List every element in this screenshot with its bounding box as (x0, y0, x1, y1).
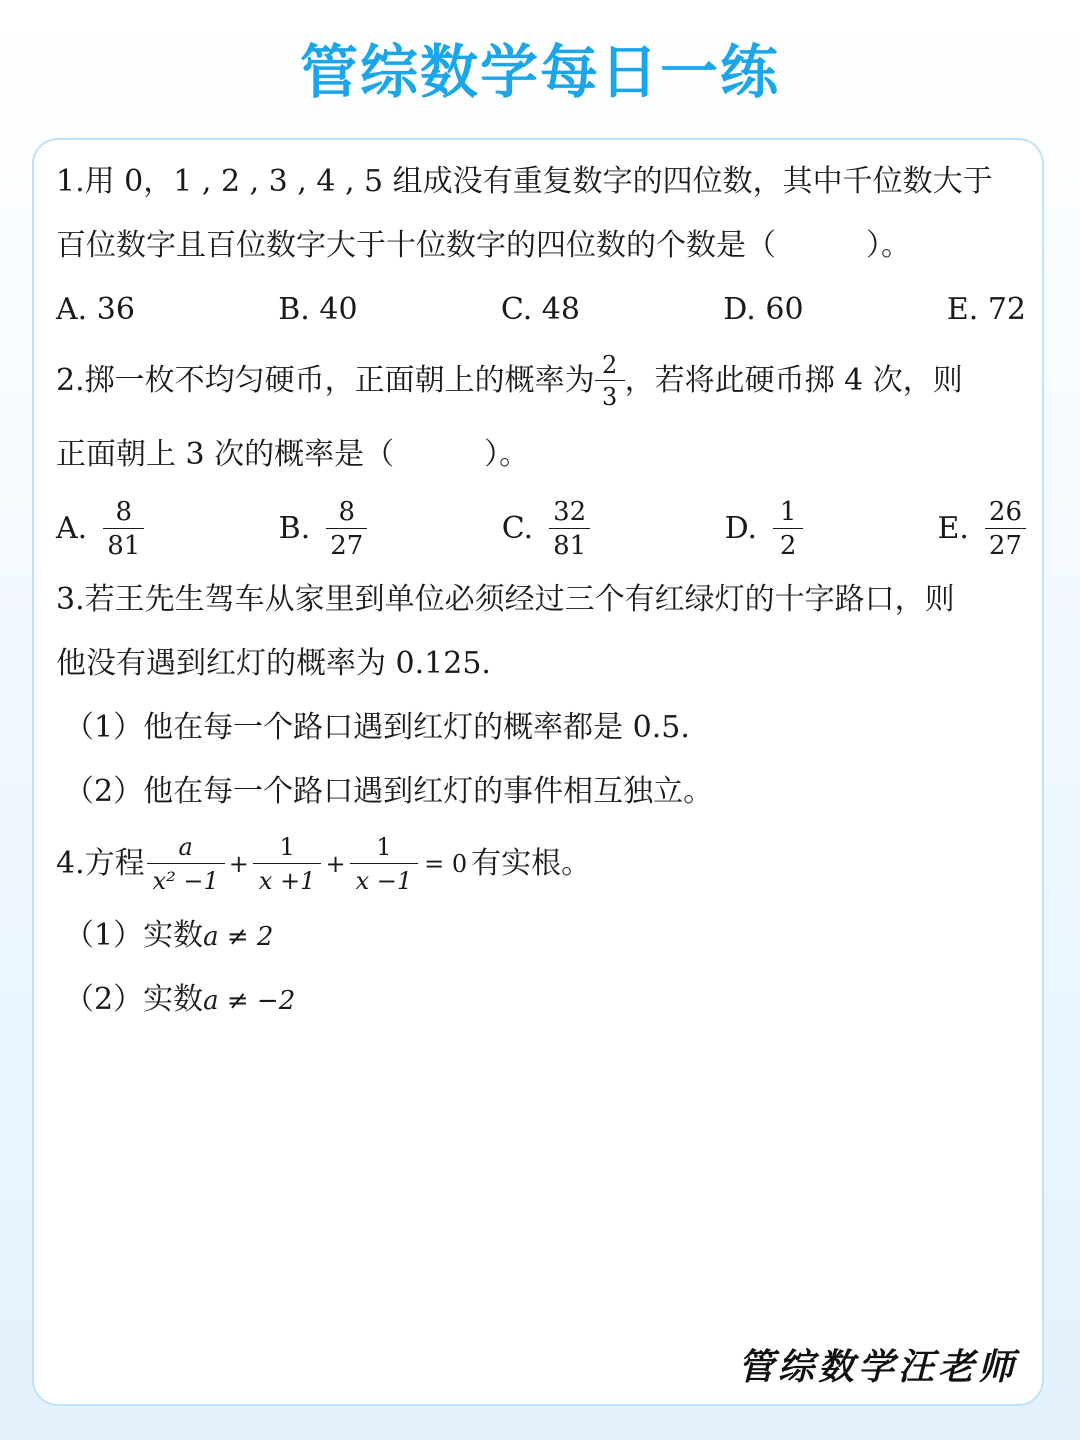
q1-line-1: 1.用 0，1 , 2 , 3 , 4 , 5 组成没有重复数字的四位数，其中千位数大于 (56, 164, 993, 199)
option-fraction (326, 499, 367, 559)
q3-condition-1: （1）他在每一个路口遇到红灯的概率都是 0.5. (64, 710, 690, 745)
q1-option-a: A. 36 (56, 292, 135, 327)
q4-condition-2 (56, 968, 1026, 1032)
fraction-numerator: 1 (376, 833, 392, 861)
q1-option-c: C. 48 (500, 292, 580, 327)
q2-option-d (725, 490, 804, 568)
option-fraction (773, 499, 803, 559)
fraction-numerator: 32 (553, 497, 587, 527)
q4-fraction-1 (147, 835, 225, 893)
fraction-denominator: x +1 (253, 863, 322, 893)
q1-options (56, 278, 1026, 342)
q4-equation-line (56, 824, 1026, 904)
q3-line-1: 3.若王先生驾车从家里到单位必须经过三个有红绿灯的十字路口，则 (56, 582, 955, 617)
fraction-numerator: 26 (988, 497, 1022, 527)
fraction-denominator: 27 (985, 528, 1026, 559)
q4-condition-1-math: a ≠ 2 (203, 922, 274, 952)
fraction-denominator: 27 (326, 528, 367, 559)
q1-option-d: D. 60 (723, 292, 804, 327)
q2-line-2: 正面朝上 3 次的概率是（ ）。 (56, 437, 530, 472)
q4-condition-2-math: a ≠ −2 (203, 986, 296, 1016)
plus-sign: + (228, 850, 249, 878)
fraction-denominator: 81 (103, 528, 144, 559)
q4-condition-1 (56, 904, 1026, 968)
question-card (32, 138, 1044, 1406)
option-fraction (103, 499, 144, 559)
fraction-numerator: a (178, 833, 193, 861)
option-fraction (985, 499, 1026, 559)
fraction-numerator: 1 (279, 833, 295, 861)
q1-option-b: B. 40 (278, 292, 358, 327)
fraction-denominator: 81 (549, 528, 590, 559)
question-content (56, 150, 1026, 1032)
q4-suffix: 有实根。 (471, 846, 592, 881)
q1-line-2: 百位数字且百位数字大于十位数字的四位数的个数是（ ）。 (56, 228, 911, 263)
q2-option-c (502, 490, 591, 568)
q2-options (56, 490, 1026, 568)
fraction-numerator: 8 (338, 497, 356, 527)
fraction-numerator: 1 (779, 497, 797, 527)
fraction-numerator: 2 (601, 351, 618, 379)
option-letter: D. (724, 511, 758, 546)
fraction-denominator: x −1 (350, 863, 419, 893)
fraction-denominator: 3 (595, 380, 625, 409)
option-letter: E. (937, 511, 969, 546)
q3-condition-2: （2）他在每一个路口遇到红灯的事件相互独立。 (64, 774, 714, 809)
option-letter: C. (501, 511, 534, 546)
q4-fraction-2 (253, 835, 322, 893)
author-signature: 管综数学汪老师 (737, 1346, 1018, 1388)
equals-zero: = 0 (424, 850, 468, 878)
page-title: 管综数学每日一练 (299, 38, 780, 106)
option-letter: B. (278, 511, 311, 546)
q2-line-1 (56, 342, 1026, 420)
fraction-denominator: 2 (773, 528, 803, 559)
q3-line-2: 他没有遇到红灯的概率为 0.125. (56, 646, 491, 681)
q1-option-e: E. 72 (946, 292, 1026, 327)
q4-condition-1-label: （1）实数 (64, 918, 204, 953)
fraction-numerator: 8 (115, 497, 133, 527)
q2-line-1-post: ，若将此硬币掷 4 次，则 (624, 363, 963, 398)
q2-option-a (56, 490, 144, 568)
q2-probability-fraction (595, 353, 625, 409)
q4-fraction-3 (350, 835, 419, 893)
q4-condition-2-label: （2）实数 (64, 982, 204, 1017)
q2-option-e (937, 490, 1026, 568)
option-fraction (549, 499, 590, 559)
option-letter: A. (56, 511, 88, 546)
fraction-denominator: x² −1 (147, 863, 225, 893)
q4-prefix: 4.方程 (56, 846, 145, 881)
q2-option-b (279, 490, 368, 568)
plus-sign: + (325, 850, 346, 878)
q2-line-1-pre: 2.掷一枚不均匀硬币，正面朝上的概率为 (56, 363, 595, 398)
